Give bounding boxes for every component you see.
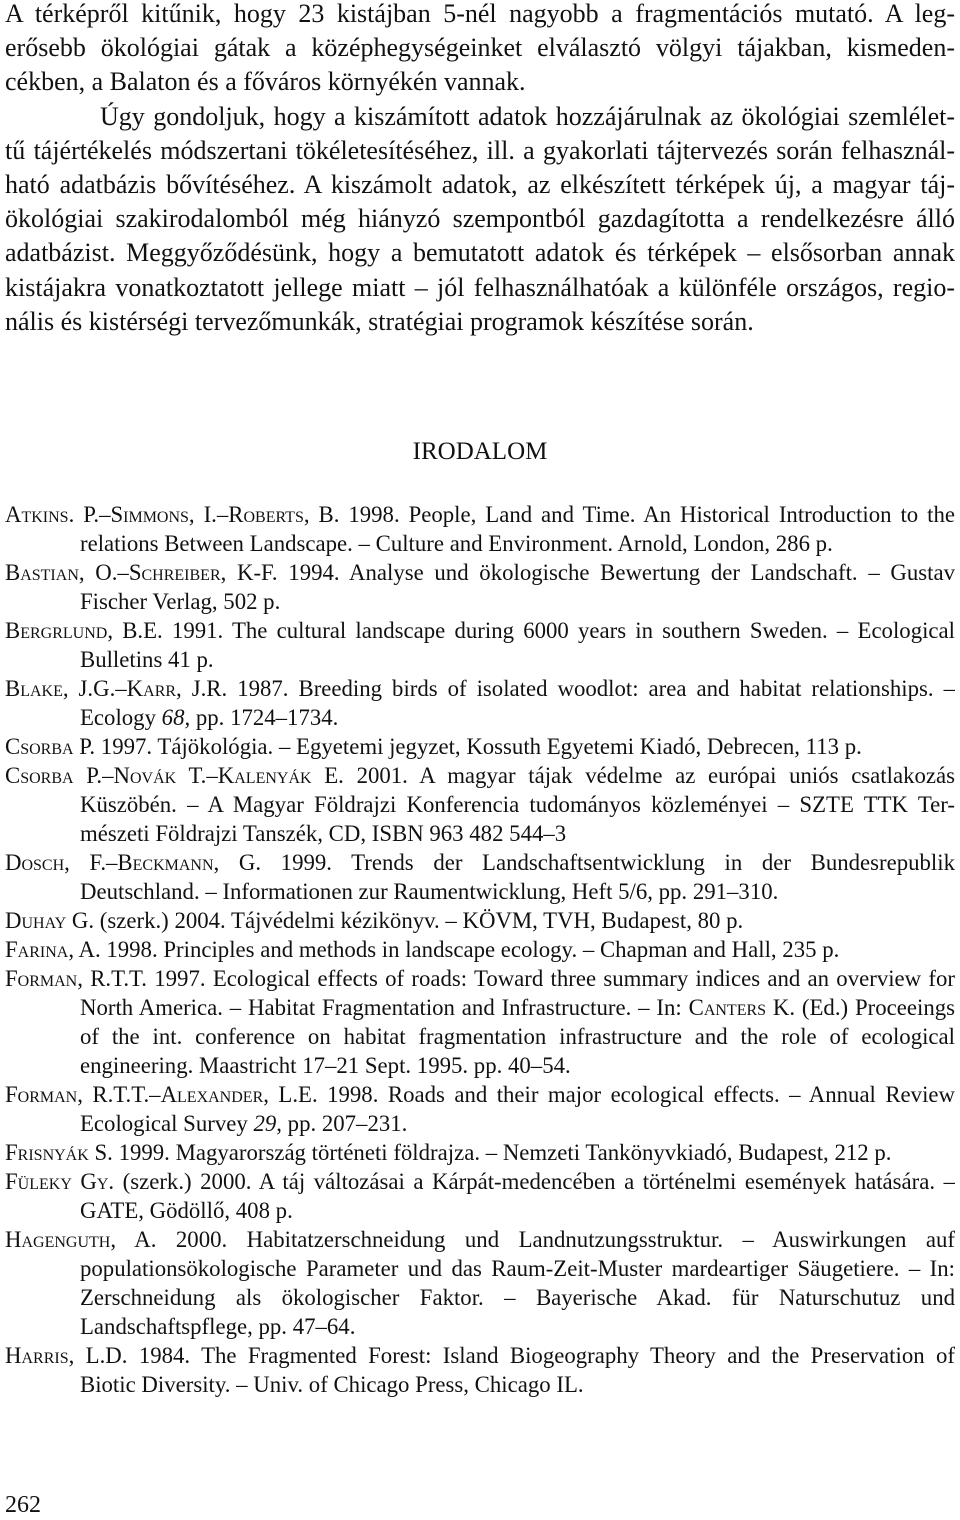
reference-text: Küszöbén. – A Magyar Földrajzi Konferencia tudományos közleményei – SZTE TTK Ter- [80, 792, 955, 817]
reference-text: Bulletins 41 p. [80, 647, 214, 672]
reference-line [5, 1167, 955, 1196]
reference-text: , pp. 207–231. [276, 1111, 408, 1136]
reference-text: 1998. Principles and methods in landscape ecology. – Chapman and Hall, 235 p. [100, 937, 840, 962]
reference-text: populationsökologische Parameter und das Raum-Zeit-Muster mardeartiger Säugetiere. – In: [80, 1256, 955, 1281]
volume-number: 68, [161, 705, 191, 730]
reference-text: Ecology [80, 705, 162, 730]
reference-text: relations Between Landscape. – Culture and Environment. Arnold, London, 286 p. [80, 531, 833, 556]
reference-line [5, 1225, 955, 1254]
reference-text: 1999. Trends der Landschaftsentwicklung in der Bundesrepublik [261, 850, 955, 875]
reference-text: Fischer Verlag, 502 p. [80, 589, 281, 614]
author-name: Forman, R.T.T.–Alexander, L.E. [5, 1082, 318, 1107]
reference-line [5, 1138, 955, 1167]
author-name: Bergrlund, B.E. [5, 618, 163, 643]
reference-text: Landschaftspflege, pp. 47–64. [80, 1314, 356, 1339]
reference-entry [5, 500, 955, 558]
author-name: Füleky Gy. [5, 1169, 115, 1194]
paragraph [5, 100, 955, 339]
reference-entry [5, 674, 955, 732]
references-heading: IRODALOM [412, 438, 548, 465]
text-line: ható adatbázis bővítéséhez. A kiszámolt adatok, az elkészített térképek új, a magyar táj- [5, 169, 955, 199]
reference-entry [5, 732, 955, 761]
author-name: Dosch, F.–Beckmann, G. [5, 850, 262, 875]
text-line: Úgy gondoljuk, hogy a kiszámított adatok hozzájárulnak az ökológiai szemlélet- [100, 101, 955, 131]
reference-entry [5, 1225, 955, 1341]
reference-line [5, 790, 955, 819]
text-line: erősebb ökológiai gátak a középhegységeinket elválasztó völgyi tájakban, kismeden- [5, 33, 955, 63]
reference-line [5, 1080, 955, 1109]
author-name: Csorba P. [5, 734, 96, 759]
reference-line [5, 1196, 955, 1225]
reference-line [5, 529, 955, 558]
text-line: ökológiai szakirodalomból még hiányzó szempontból gazdagította a rendelkezésre álló [5, 204, 955, 234]
reference-text: 2000. Habitatzerschneidung und Landnutzungsstruktur. – Auswirkungen auf [156, 1227, 955, 1252]
text-line: cékben, a Balaton és a főváros környékén vannak. [5, 67, 526, 97]
author-name: Frisnyák S. [5, 1140, 113, 1165]
reference-text: 2001. A magyar tájak védelme az európai uniós csatlakozás [343, 763, 955, 788]
reference-line [5, 500, 955, 529]
text-line: adatbázist. Meggyőződésünk, hogy a bemutatott adatok és térképek – elsősorban annak [5, 238, 955, 268]
reference-line [5, 906, 955, 935]
reference-line [5, 1312, 955, 1341]
reference-text: 1997. Tájökológia. – Egyetemi jegyzet, Kossuth Egyetemi Kiadó, Debrecen, 113 p. [95, 734, 862, 759]
reference-text: Deutschland. – Informationen zur Raumentwicklung, Heft 5/6, pp. 291–310. [80, 879, 779, 904]
reference-text: mészeti Földrajzi Tanszék, CD, ISBN 963 482 544–3 [80, 821, 567, 846]
volume-number: 29 [253, 1111, 277, 1136]
author-name: Farina, A. [5, 937, 101, 962]
author-name: Atkins. P.–Simmons, I.–Roberts, B. [5, 502, 340, 527]
paragraph [5, 0, 955, 100]
reference-line [5, 674, 955, 703]
reference-text: 1994. Analyse und ökologische Bewertung der Landschaft. – Gustav [277, 560, 955, 585]
reference-text: (szerk.) 2000. A táj változásai a Kárpát-medencében a történelmi események hatására. – [114, 1169, 955, 1194]
author-name: Harris, L.D. [5, 1343, 128, 1368]
reference-text: GATE, Gödöllő, 408 p. [80, 1198, 293, 1223]
reference-text: 1991. The cultural landscape during 6000 years in southern Sweden. – Ecological [162, 618, 955, 643]
reference-line [5, 993, 955, 1022]
reference-entry [5, 1138, 955, 1167]
reference-list [5, 500, 955, 1399]
reference-text: Biotic Diversity. – Univ. of Chicago Press, Chicago IL. [80, 1372, 584, 1397]
reference-text: Ecological Survey [80, 1111, 254, 1136]
text-line: tű tájértékelés módszertani tökéletesítéséhez, ill. a gyakorlati tájtervezés során felhasznál- [5, 135, 955, 165]
reference-line [5, 558, 955, 587]
reference-line [5, 587, 955, 616]
author-name: Bastian, O.–Schreiber, K-F. [5, 560, 278, 585]
author-name: Csorba P.–Novák T.–Kalenyák E. [5, 763, 344, 788]
reference-line [5, 935, 955, 964]
reference-entry [5, 558, 955, 616]
author-name: Forman, R.T.T. [5, 966, 147, 991]
author-name: Duhay G. [5, 908, 95, 933]
reference-text: 1998. People, Land and Time. An Historical Introduction to the [339, 502, 955, 527]
reference-line [5, 1109, 955, 1138]
reference-entry [5, 906, 955, 935]
reference-entry [5, 935, 955, 964]
reference-line [5, 1254, 955, 1283]
text-line: kistájakra vonatkoztatott jellege miatt – jól felhasználhatóak a különféle országos, regio- [5, 272, 955, 302]
reference-entry [5, 1167, 955, 1225]
reference-line [5, 1051, 955, 1080]
reference-line [5, 703, 955, 732]
author-name: Blake, J.G.–Karr, J.R. [5, 676, 228, 701]
text-line: nális és kistérségi tervezőmunkák, stratégiai programok készítése során. [5, 306, 754, 336]
reference-entry [5, 1080, 955, 1138]
reference-text: 1998. Roads and their major ecological effects. – Annual Review [317, 1082, 955, 1107]
reference-line [5, 1341, 955, 1370]
reference-line [5, 1022, 955, 1051]
author-name: Hagenguth, A. [5, 1227, 157, 1252]
reference-line [5, 848, 955, 877]
reference-line [5, 964, 955, 993]
reference-line [5, 616, 955, 645]
reference-text: engineering. Maastricht 17–21 Sept. 1995. pp. 40–54. [80, 1053, 571, 1078]
reference-line [5, 761, 955, 790]
body-text [5, 0, 955, 339]
reference-text: Zerschneidung als ökologischer Faktor. – Bayerische Akad. für Naturschutuz und [80, 1285, 955, 1310]
reference-line [5, 645, 955, 674]
reference-line [5, 877, 955, 906]
reference-line [5, 1283, 955, 1312]
author-name: Canters [688, 995, 767, 1020]
reference-line [5, 1370, 955, 1399]
reference-entry [5, 1341, 955, 1399]
reference-text: K. (Ed.) Proceeings [766, 995, 955, 1020]
reference-text: (szerk.) 2004. Tájvédelmi kézikönyv. – KÖVM, TVH, Budapest, 80 p. [94, 908, 744, 933]
reference-entry [5, 848, 955, 906]
reference-text: of the int. conference on habitat fragmentation infrastructure and the role of ecological [80, 1024, 955, 1049]
reference-line [5, 732, 955, 761]
reference-entry [5, 616, 955, 674]
page-number: 262 [5, 1492, 41, 1518]
reference-text: 1987. Breeding birds of isolated woodlot: area and habitat relationships. – [227, 676, 955, 701]
reference-entry [5, 964, 955, 1080]
reference-text: 1997. Ecological effects of roads: Toward three summary indices and an overview for [146, 966, 955, 991]
reference-line [5, 819, 955, 848]
text-line: A térképről kitűnik, hogy 23 kistájban 5-nél nagyobb a fragmentációs mutató. A leg- [5, 0, 955, 28]
reference-text: 1984. The Fragmented Forest: Island Biogeography Theory and the Preservation of [127, 1343, 955, 1368]
reference-text: North America. – Habitat Fragmentation and Infrastructure. – In: [80, 995, 689, 1020]
reference-text: pp. 1724–1734. [190, 705, 339, 730]
reference-text: 1999. Magyarország történeti földrajza. – Nemzeti Tankönyvkiadó, Budapest, 212 p. [112, 1140, 892, 1165]
reference-entry [5, 761, 955, 848]
